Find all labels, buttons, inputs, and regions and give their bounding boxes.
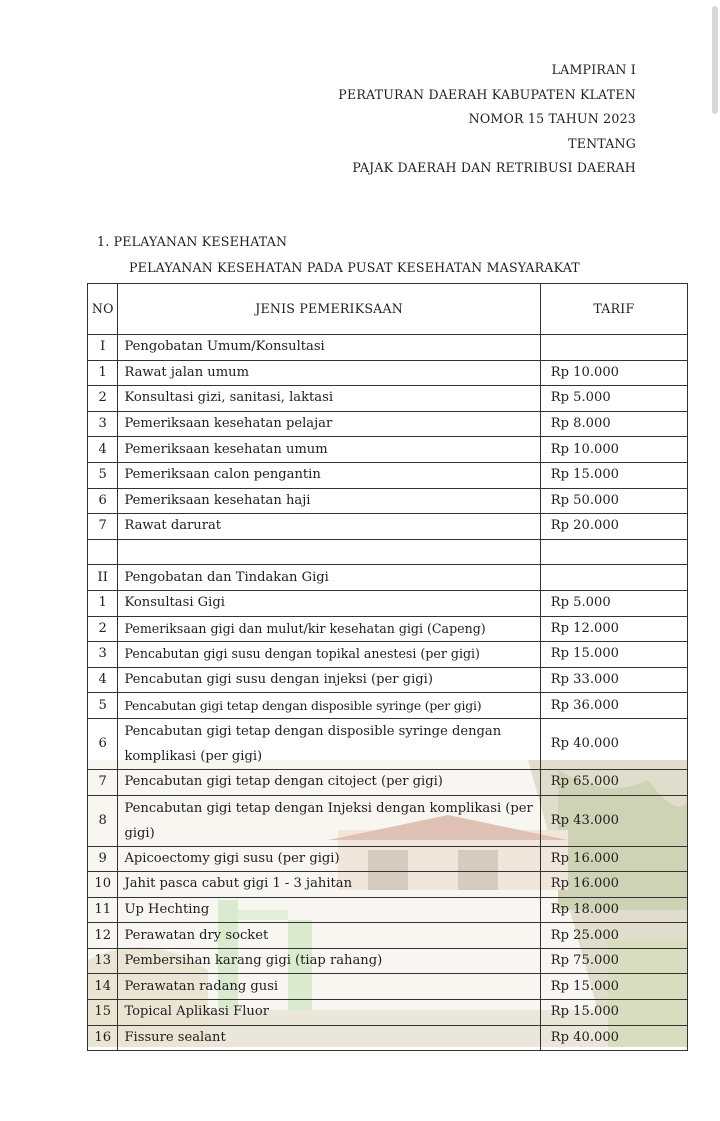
table-row — [88, 360, 688, 386]
cell-tarif: Rp 43.000 — [540, 795, 687, 846]
cell-jenis: Topical Aplikasi Fluor — [118, 1000, 540, 1026]
table-row — [88, 948, 688, 974]
cell-tarif: Rp 15.000 — [540, 1000, 687, 1026]
cell-no: 6 — [88, 488, 118, 514]
scrollbar[interactable] — [712, 6, 718, 114]
table-row — [88, 693, 688, 719]
table-row — [88, 565, 688, 591]
cell-tarif: Rp 16.000 — [540, 846, 687, 872]
cell-jenis: Pemeriksaan kesehatan pelajar — [118, 411, 540, 437]
cell-jenis: Pengobatan Umum/Konsultasi — [118, 335, 540, 361]
cell-no: 5 — [88, 693, 118, 719]
cell-tarif: Rp 25.000 — [540, 923, 687, 949]
table-row — [88, 1000, 688, 1026]
cell-tarif: Rp 65.000 — [540, 769, 687, 795]
table-row — [88, 1025, 688, 1051]
table-header-row — [88, 284, 688, 335]
cell-tarif — [540, 335, 687, 361]
cell-jenis: Pencabutan gigi tetap dengan citoject (per gigi) — [118, 769, 540, 795]
cell-jenis: Konsultasi Gigi — [118, 590, 540, 616]
cell-jenis: Perawatan dry socket — [118, 923, 540, 949]
table-row — [88, 923, 688, 949]
column-header-no: NO — [88, 284, 118, 335]
cell-no: II — [88, 565, 118, 591]
cell-no: 6 — [88, 718, 118, 769]
cell-no: 13 — [88, 948, 118, 974]
cell-tarif: Rp 33.000 — [540, 667, 687, 693]
cell-jenis: Rawat jalan umum — [118, 360, 540, 386]
cell-jenis: Pemeriksaan calon pengantin — [118, 462, 540, 488]
table-row — [88, 437, 688, 463]
cell-tarif: Rp 15.000 — [540, 974, 687, 1000]
cell-no: 4 — [88, 667, 118, 693]
table-row — [88, 872, 688, 898]
header-peraturan: PERATURAN DAERAH KABUPATEN KLATEN — [338, 86, 636, 102]
cell-tarif: Rp 18.000 — [540, 897, 687, 923]
header-lampiran: LAMPIRAN I — [551, 62, 636, 77]
cell-no: 15 — [88, 1000, 118, 1026]
cell-tarif: Rp 40.000 — [540, 718, 687, 769]
table-row — [88, 642, 688, 668]
table-row — [88, 462, 688, 488]
table-row — [88, 488, 688, 514]
cell-tarif: Rp 15.000 — [540, 462, 687, 488]
cell-jenis: Pencabutan gigi susu dengan topikal anestesi (per gigi) — [118, 642, 540, 668]
cell-tarif — [540, 539, 687, 565]
cell-no: 1 — [88, 590, 118, 616]
document-header — [338, 60, 636, 183]
tarif-table — [87, 283, 688, 1051]
cell-jenis — [118, 539, 540, 565]
cell-no: 1 — [88, 360, 118, 386]
table-row — [88, 386, 688, 412]
cell-tarif: Rp 10.000 — [540, 437, 687, 463]
cell-jenis: Jahit pasca cabut gigi 1 - 3 jahitan — [118, 872, 540, 898]
cell-jenis: Pengobatan dan Tindakan Gigi — [118, 565, 540, 591]
table-row — [88, 718, 688, 769]
cell-jenis: Up Hechting — [118, 897, 540, 923]
cell-jenis: Fissure sealant — [118, 1025, 540, 1051]
cell-tarif: Rp 75.000 — [540, 948, 687, 974]
table-row — [88, 335, 688, 361]
cell-jenis: Pencabutan gigi tetap dengan Injeksi dengan komplikasi (per gigi) — [118, 795, 540, 846]
table-row — [88, 897, 688, 923]
cell-no: I — [88, 335, 118, 361]
cell-jenis: Pemeriksaan gigi dan mulut/kir kesehatan gigi (Capeng) — [118, 616, 540, 642]
cell-tarif: Rp 8.000 — [540, 411, 687, 437]
cell-tarif: Rp 36.000 — [540, 693, 687, 719]
cell-no: 3 — [88, 411, 118, 437]
table-row — [88, 769, 688, 795]
cell-no: 11 — [88, 897, 118, 923]
cell-jenis: Konsultasi gizi, sanitasi, laktasi — [118, 386, 540, 412]
cell-no: 10 — [88, 872, 118, 898]
cell-tarif — [540, 565, 687, 591]
cell-no — [88, 539, 118, 565]
cell-no: 2 — [88, 616, 118, 642]
cell-no: 2 — [88, 386, 118, 412]
cell-jenis: Pencabutan gigi tetap dengan disposible syringe (per gigi) — [118, 693, 540, 719]
cell-tarif: Rp 10.000 — [540, 360, 687, 386]
cell-tarif: Rp 5.000 — [540, 386, 687, 412]
table-row — [88, 846, 688, 872]
cell-no: 7 — [88, 514, 118, 540]
table-row — [88, 974, 688, 1000]
cell-jenis: Apicoectomy gigi susu (per gigi) — [118, 846, 540, 872]
cell-no: 8 — [88, 795, 118, 846]
column-header-tarif: TARIF — [540, 284, 687, 335]
cell-no: 12 — [88, 923, 118, 949]
section-title: 1. PELAYANAN KESEHATAN — [97, 234, 288, 249]
cell-no: 16 — [88, 1025, 118, 1051]
table-row — [88, 514, 688, 540]
cell-jenis: Pembersihan karang gigi (tiap rahang) — [118, 948, 540, 974]
cell-tarif: Rp 16.000 — [540, 872, 687, 898]
cell-jenis: Pencabutan gigi tetap dengan disposible syringe dengan komplikasi (per gigi) — [118, 718, 540, 769]
table-row — [88, 411, 688, 437]
cell-jenis: Pencabutan gigi susu dengan injeksi (per gigi) — [118, 667, 540, 693]
cell-tarif: Rp 50.000 — [540, 488, 687, 514]
cell-no: 5 — [88, 462, 118, 488]
cell-no: 3 — [88, 642, 118, 668]
cell-jenis: Perawatan radang gusi — [118, 974, 540, 1000]
cell-tarif: Rp 15.000 — [540, 642, 687, 668]
table-row — [88, 616, 688, 642]
cell-tarif: Rp 20.000 — [540, 514, 687, 540]
section-subtitle: PELAYANAN KESEHATAN PADA PUSAT KESEHATAN MASYARAKAT — [129, 260, 580, 275]
cell-no: 7 — [88, 769, 118, 795]
cell-jenis: Rawat darurat — [118, 514, 540, 540]
table-row-empty — [88, 539, 688, 565]
cell-no: 9 — [88, 846, 118, 872]
cell-tarif: Rp 5.000 — [540, 590, 687, 616]
column-header-jenis: JENIS PEMERIKSAAN — [118, 284, 540, 335]
cell-tarif: Rp 12.000 — [540, 616, 687, 642]
cell-jenis: Pemeriksaan kesehatan haji — [118, 488, 540, 514]
table-row — [88, 590, 688, 616]
header-subject: PAJAK DAERAH DAN RETRIBUSI DAERAH — [352, 160, 636, 176]
cell-no: 14 — [88, 974, 118, 1000]
cell-tarif: Rp 40.000 — [540, 1025, 687, 1051]
table-row — [88, 667, 688, 693]
cell-jenis: Pemeriksaan kesehatan umum — [118, 437, 540, 463]
header-nomor: NOMOR 15 TAHUN 2023 — [468, 111, 636, 127]
header-tentang: TENTANG — [568, 135, 636, 151]
table-row — [88, 795, 688, 846]
cell-no: 4 — [88, 437, 118, 463]
